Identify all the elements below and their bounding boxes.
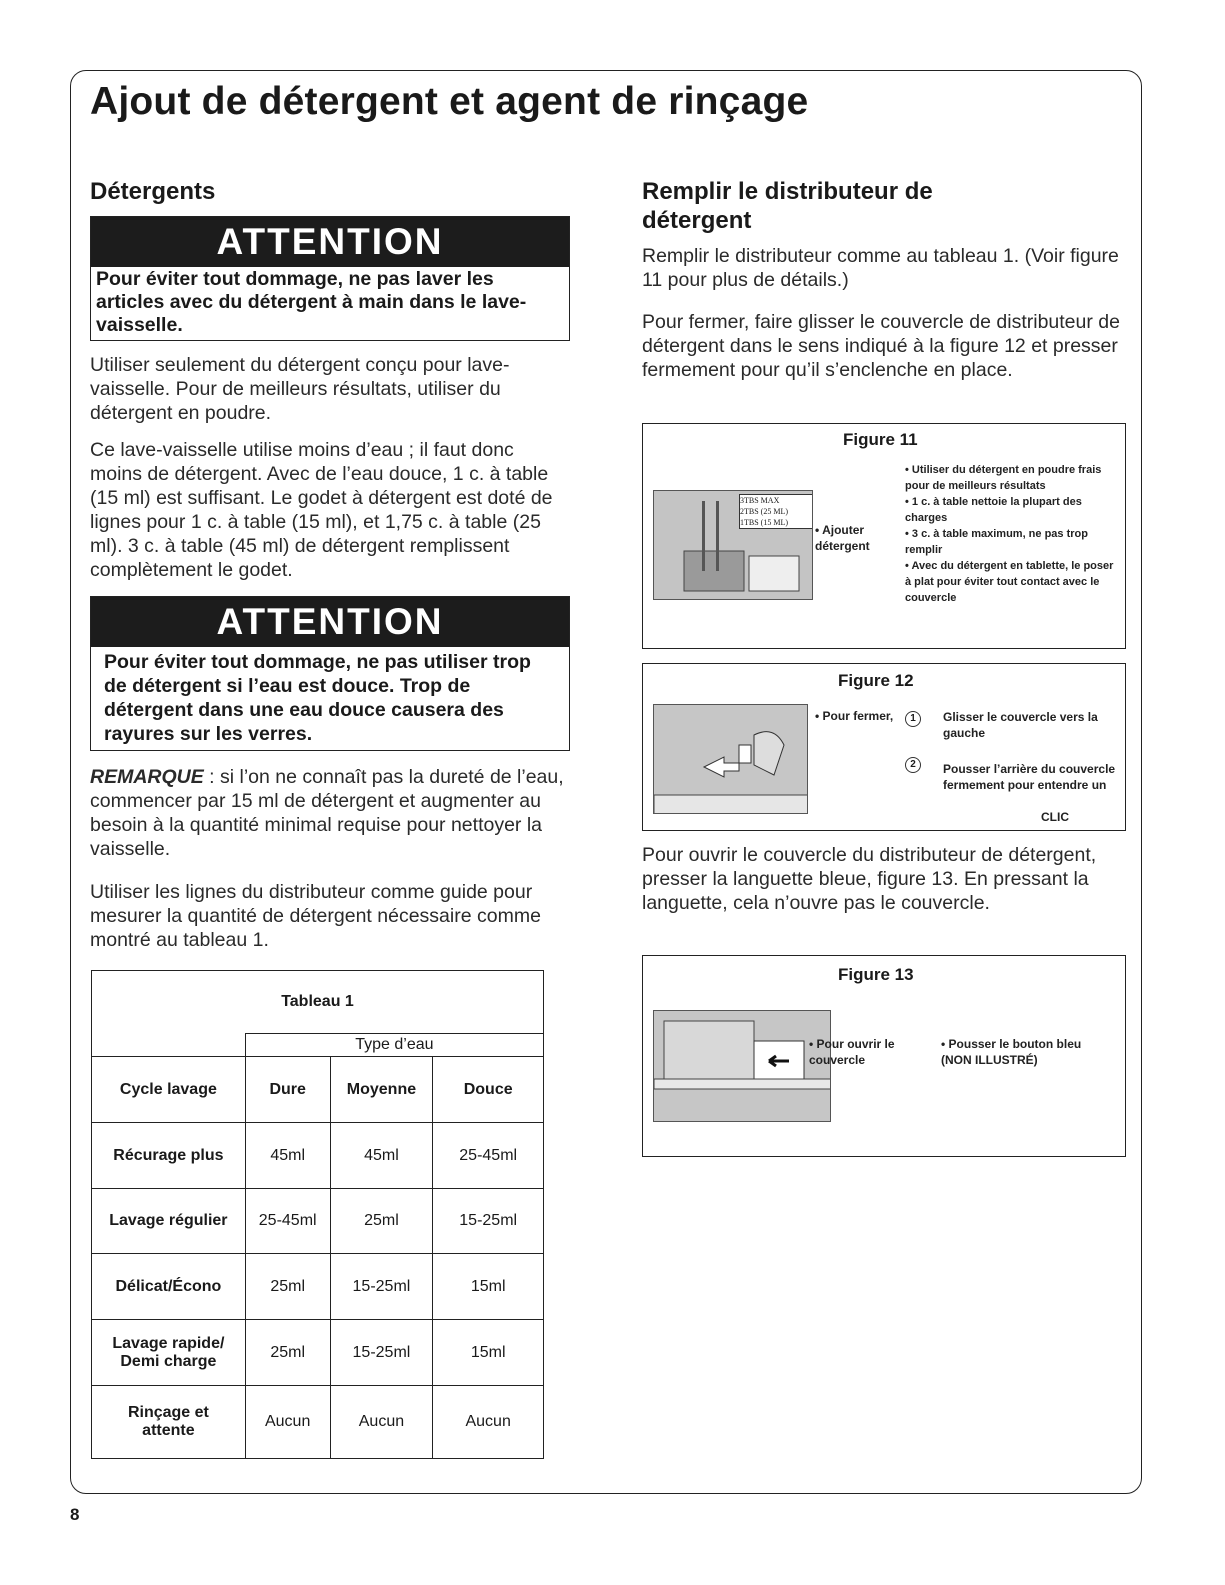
- cycle-cell: Délicat/Écono: [92, 1254, 246, 1320]
- dispenser-drawing: [654, 705, 808, 814]
- table-cell: 25ml: [245, 1254, 330, 1320]
- figure-12: [642, 663, 1126, 831]
- column-header: Douce: [433, 1057, 544, 1123]
- figure-title: Figure 13: [838, 965, 914, 984]
- table-cell: 15-25ml: [433, 1189, 544, 1254]
- figure-step: Pousser l’arrière du couvercle fermement pour entendre un: [943, 762, 1116, 792]
- remarque-text: : si l’on ne connaît pas la dureté de l’eau, commencer par 15 ml de détergent et augmenter au besoin à la quantité minimal requise pour nettoyer la vaisselle.: [90, 766, 564, 860]
- table-caption: [92, 971, 544, 1034]
- table-cell: 15-25ml: [330, 1320, 433, 1386]
- figure-note: • Avec du détergent en tablette, le poser à plat pour éviter tout contact avec le couvercle: [905, 560, 1114, 604]
- fill-dispenser-heading: Remplir le distributeur de détergent: [642, 178, 933, 234]
- table-cell: 45ml: [245, 1123, 330, 1189]
- table-cell: Aucun: [433, 1386, 544, 1459]
- page-number: 8: [70, 1505, 80, 1524]
- table-row: [92, 1254, 544, 1320]
- column-header: Dure: [245, 1057, 330, 1123]
- figure-note: • Pousser le bouton bleu (NON ILLUSTRÉ): [941, 1037, 1082, 1067]
- table-cell: 15ml: [433, 1320, 544, 1386]
- attention-text: Pour éviter tout dommage, ne pas utiliser trop de détergent si l’eau est douce. Trop de détergent dans une eau douce causera des rayures sur les verres.: [104, 651, 531, 745]
- cycle-cell: Rinçage et attente: [92, 1386, 246, 1459]
- paragraph: Pour ouvrir le couvercle du distributeur de détergent, presser la languette bleue, figure 13. En pressant la languette, cela n’ouvre pas le couvercle.: [642, 844, 1097, 914]
- attention-box-1: [90, 216, 570, 341]
- arrow-down-icon: 2: [905, 757, 921, 773]
- cup-level-label: 1TBS (15 ML): [740, 518, 788, 527]
- attention-text: Pour éviter tout dommage, ne pas laver les articles avec du détergent à main dans le lave-vaisselle.: [96, 268, 527, 336]
- remarque-label: REMARQUE: [90, 766, 204, 788]
- attention-label: ATTENTION: [91, 597, 569, 647]
- water-type-header: Type d’eau: [245, 1034, 543, 1057]
- table-cell: 25-45ml: [433, 1123, 544, 1189]
- figure-13: [642, 955, 1126, 1157]
- paragraph: Ce lave-vaisselle utilise moins d’eau ; il faut donc moins de détergent. Avec de l’eau douce, 1 c. à table (15 ml) est suffisant. Le godet à détergent est doté de lignes pour 1 c. à table (15 ml), et 1,75 c. à table (25 ml). 3 c. à table (45 ml) de détergent remplissent complètement le godet.: [90, 439, 553, 581]
- figure-action: • Pour fermer,: [815, 709, 894, 723]
- table-cell: 45ml: [330, 1123, 433, 1189]
- detergents-heading: Détergents: [90, 178, 216, 205]
- paragraph: Utiliser seulement du détergent conçu pour lave-vaisselle. Pour de meilleurs résultats, utiliser du détergent en poudre.: [90, 354, 510, 424]
- figure-step: Glisser le couvercle vers la gauche: [943, 710, 1098, 740]
- table-cell: Aucun: [330, 1386, 433, 1459]
- cup-level-label: 2TBS (25 ML): [740, 507, 788, 516]
- figure-note: • 1 c. à table nettoie la plupart des charges: [905, 496, 1082, 524]
- table-row: [92, 1386, 544, 1459]
- table-row: [92, 1123, 544, 1189]
- cycle-cell: Lavage régulier: [92, 1189, 246, 1254]
- figure-11: [642, 423, 1126, 649]
- cycle-cell: Lavage rapide/ Demi charge: [92, 1320, 246, 1386]
- paragraph: Pour fermer, faire glisser le couvercle de distributeur de détergent dans le sens indiqué à la figure 12 et presser fermement pour qu’il s’enclenche en place.: [642, 311, 1120, 381]
- figure-note: • Utiliser du détergent en poudre frais pour de meilleurs résultats: [905, 464, 1102, 492]
- open-lid-illustration: [653, 1010, 831, 1122]
- page-title: Ajout de détergent et agent de rinçage: [90, 80, 809, 123]
- cup-level-labels: [739, 494, 813, 529]
- column-header: Moyenne: [330, 1057, 433, 1123]
- figure-note: • 3 c. à table maximum, ne pas trop remplir: [905, 528, 1088, 556]
- clic-label: CLIC: [1041, 810, 1069, 824]
- detergent-cup-illustration: [653, 490, 813, 600]
- cycle-cell: Récurage plus: [92, 1123, 246, 1189]
- remarque-note: [90, 765, 575, 861]
- cycle-header: Cycle lavage: [92, 1057, 246, 1123]
- table-cell: 15ml: [433, 1254, 544, 1320]
- table-cell: 25-45ml: [245, 1189, 330, 1254]
- figure-action: • Pour ouvrir le couvercle: [809, 1037, 895, 1067]
- dispenser-drawing: [654, 1011, 831, 1122]
- table-cell: 25ml: [245, 1320, 330, 1386]
- table-row: [92, 1320, 544, 1386]
- table-row: [92, 1189, 544, 1254]
- table-cell: Aucun: [245, 1386, 330, 1459]
- figure-notes: [905, 462, 1115, 606]
- attention-label: ATTENTION: [91, 217, 569, 267]
- figure-title: Figure 12: [838, 671, 914, 690]
- detergent-table: [91, 970, 544, 1459]
- table-caption-text: Tableau 1: [281, 993, 354, 1010]
- table-empty-cell: [92, 1034, 246, 1057]
- figure-action: • Ajouter détergent: [815, 523, 870, 553]
- step-1-marker: [905, 708, 921, 727]
- attention-box-2: [90, 596, 570, 751]
- figure-title: Figure 11: [843, 430, 918, 449]
- paragraph: Utiliser les lignes du distributeur comme guide pour mesurer la quantité de détergent nécessaire comme montré au tableau 1.: [90, 881, 541, 951]
- step-2-marker: [905, 754, 921, 773]
- paragraph: Remplir le distributeur comme au tableau 1. (Voir figure 11 pour plus de détails.): [642, 245, 1119, 291]
- table-cell: 25ml: [330, 1189, 433, 1254]
- close-lid-illustration: [653, 704, 808, 814]
- cup-level-label: 3TBS MAX: [740, 496, 780, 505]
- arrow-left-icon: 1: [905, 711, 921, 727]
- table-cell: 15-25ml: [330, 1254, 433, 1320]
